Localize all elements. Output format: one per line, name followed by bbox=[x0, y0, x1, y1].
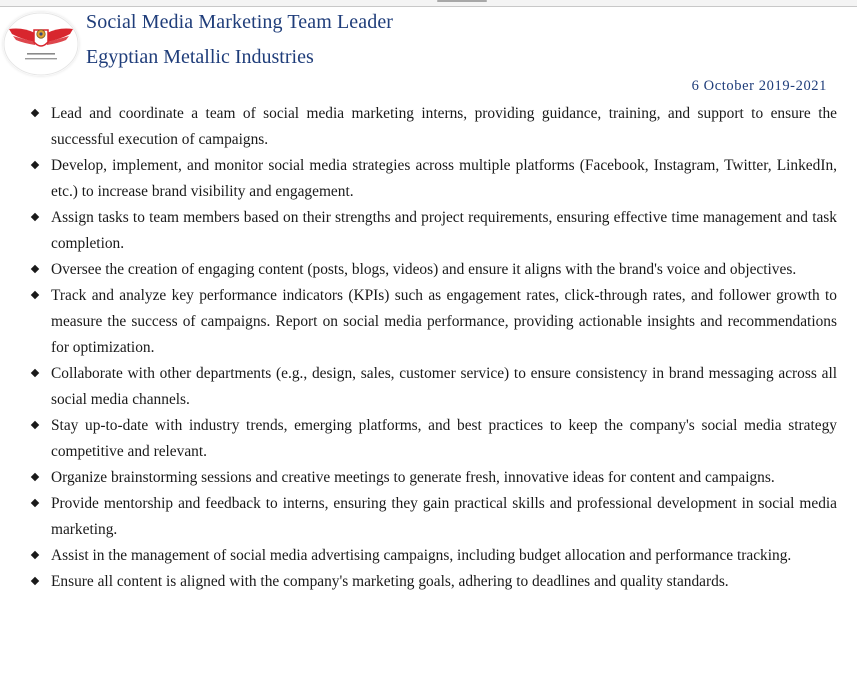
scroll-handle[interactable] bbox=[437, 0, 487, 2]
bullet-icon bbox=[31, 551, 39, 559]
bullet-icon bbox=[31, 499, 39, 507]
list-item bbox=[32, 205, 837, 257]
bullet-icon bbox=[31, 161, 39, 169]
bullet-icon bbox=[31, 291, 39, 299]
list-item bbox=[32, 491, 837, 543]
winged-emblem-icon bbox=[3, 12, 79, 76]
list-item bbox=[32, 153, 837, 205]
bullet-icon bbox=[31, 265, 39, 273]
bullet-icon bbox=[31, 369, 39, 377]
list-item bbox=[32, 257, 837, 283]
list-item-text: Assign tasks to team members based on their strengths and project requirements, ensuring effective time management and task completion. bbox=[51, 209, 837, 252]
list-item-text: Collaborate with other departments (e.g., design, sales, customer service) to ensure consistency in brand messaging across all social media channels. bbox=[51, 365, 837, 408]
list-item-text: Lead and coordinate a team of social media marketing interns, providing guidance, training, and support to ensure the successful execution of campaigns. bbox=[51, 105, 837, 148]
list-item-text: Oversee the creation of engaging content (posts, blogs, videos) and ensure it aligns with the brand's voice and objectives. bbox=[51, 261, 797, 278]
top-edge-bar bbox=[0, 0, 857, 7]
responsibilities-list bbox=[32, 101, 837, 595]
list-item bbox=[32, 543, 837, 569]
bullet-icon bbox=[31, 421, 39, 429]
list-item-text: Stay up-to-date with industry trends, emerging platforms, and best practices to keep the company's social media strategy competitive and relevant. bbox=[51, 417, 837, 460]
list-item-text: Assist in the management of social media advertising campaigns, including budget allocation and performance tracking. bbox=[51, 547, 792, 564]
list-item-text: Organize brainstorming sessions and creative meetings to generate fresh, innovative ideas for content and campaigns. bbox=[51, 469, 775, 486]
list-item bbox=[32, 413, 837, 465]
bullet-icon bbox=[31, 213, 39, 221]
job-title: Social Media Marketing Team Leader bbox=[86, 11, 394, 33]
bullet-icon bbox=[31, 473, 39, 481]
employment-date-range: 6 October 2019-2021 bbox=[691, 78, 827, 94]
bullet-icon bbox=[31, 577, 39, 585]
list-item-text: Track and analyze key performance indicators (KPIs) such as engagement rates, click-through rates, and follower growth to measure the success of campaigns. Report on social media performance, providing actionable insights and recommendations for optimization. bbox=[51, 287, 837, 356]
list-item bbox=[32, 361, 837, 413]
list-item bbox=[32, 101, 837, 153]
list-item bbox=[32, 283, 837, 361]
list-item bbox=[32, 569, 837, 595]
bullet-icon bbox=[31, 109, 39, 117]
company-name: Egyptian Metallic Industries bbox=[86, 46, 314, 68]
list-item bbox=[32, 465, 837, 491]
list-item-text: Develop, implement, and monitor social media strategies across multiple platforms (Facebook, Instagram, Twitter, LinkedIn, etc.) to increase brand visibility and engagement. bbox=[51, 157, 837, 200]
company-logo bbox=[3, 12, 79, 76]
list-item-text: Ensure all content is aligned with the company's marketing goals, adhering to deadlines and quality standards. bbox=[51, 573, 729, 590]
list-item-text: Provide mentorship and feedback to interns, ensuring they gain practical skills and professional development in social media marketing. bbox=[51, 495, 837, 538]
